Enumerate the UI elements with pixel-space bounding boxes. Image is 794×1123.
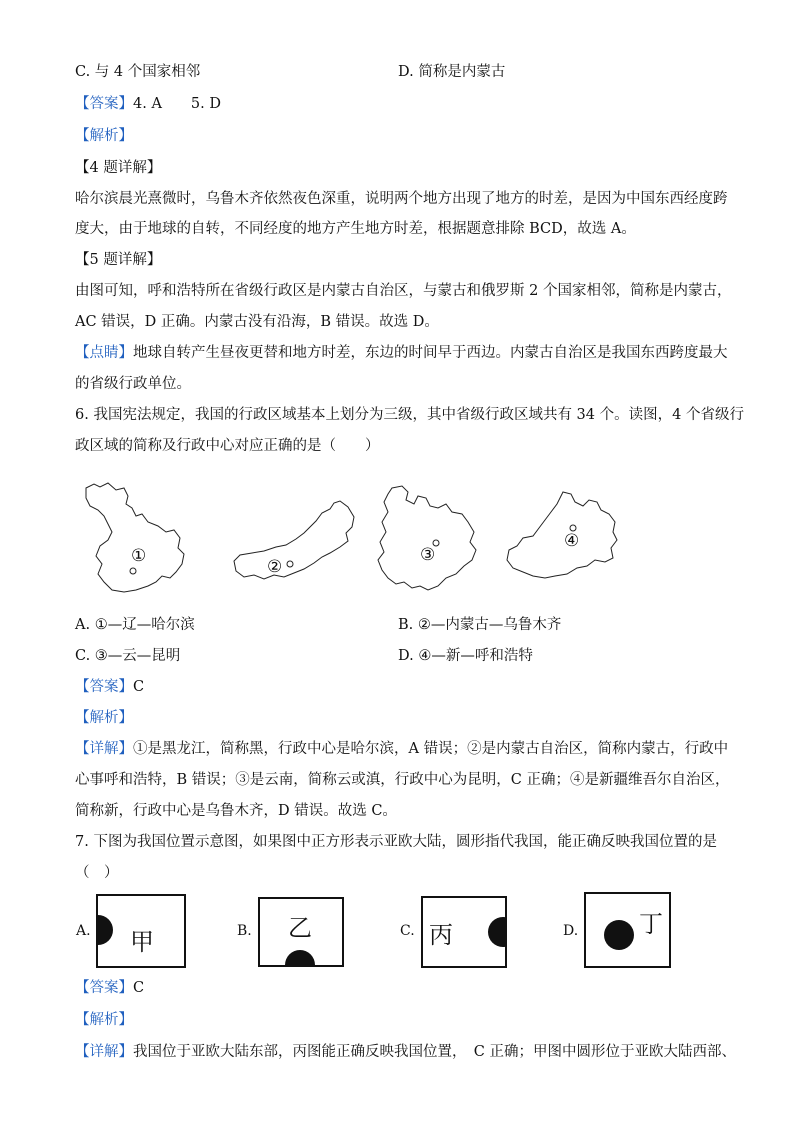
q5-option-c: C. 与 4 个国家相邻 [75, 64, 201, 80]
q6-stem-line1: 6. 我国宪法规定，我国的行政区域基本上划分为三级，其中省级行政区域共有 34 个。读图，4 个省级行 [75, 407, 744, 423]
q6-option-a: A. ①—辽—哈尔滨 [75, 617, 195, 633]
q5-line1: 由图可知，呼和浩特所在省级行政区是内蒙古自治区，与蒙古和俄罗斯 2 个国家相邻，简称是内蒙古， [75, 283, 732, 299]
analysis-label: 【解析】 [75, 128, 133, 144]
q7-option-c-box [421, 896, 507, 968]
q6-option-b: B. ②—内蒙古—乌鲁木齐 [398, 617, 562, 633]
china-circle [604, 920, 634, 950]
q7-option-d-box [584, 892, 671, 968]
q6-answer [75, 677, 144, 697]
q5-heading: 【5 题详解】 [75, 252, 162, 268]
detail-text: 我国位于亚欧大陆东部，丙图能正确反映我国位置， C 正确；甲图中圆形位于亚欧大陆西部、 [133, 1044, 736, 1060]
q5-option-d: D. 简称是内蒙古 [398, 64, 506, 80]
q7-option-c-label: C. [400, 923, 415, 939]
q6-option-c: C. ③—云—昆明 [75, 648, 181, 664]
china-circle [96, 915, 113, 945]
detail-text: ①是黑龙江，简称黑，行政中心是哈尔滨，A 错误；②是内蒙古自治区，简称内蒙古，行政中 [133, 741, 729, 757]
yunnan-map [372, 482, 480, 594]
china-circle [488, 917, 507, 947]
q6-detail-line1 [75, 739, 728, 759]
q7-stem-line2: （ ） [75, 865, 119, 881]
q7-answer [75, 978, 144, 998]
q7-analysis-label: 【解析】 [75, 1012, 133, 1028]
answer-text: C [133, 679, 145, 695]
q7-option-d-label: D. [563, 923, 579, 939]
answer-label: 【答案】 [75, 980, 133, 996]
answer-45 [75, 94, 221, 114]
q7-option-a-char: 甲 [130, 928, 154, 956]
map-label-4: ④ [564, 531, 580, 551]
q7-stem-line1: 7. 下图为我国位置示意图，如果图中正方形表示亚欧大陆，圆形指代我国，能正确反映我国位置的是 [75, 834, 717, 850]
q7-option-d-char: 丁 [639, 910, 663, 938]
q7-option-c-char: 丙 [429, 921, 453, 949]
q6-detail-line2: 心事呼和浩特，B 错误；③是云南，简称云或滇，行政中心为昆明，C 正确；④是新疆维吾尔自治区， [75, 772, 730, 788]
detail-label: 【详解】 [75, 1044, 133, 1060]
china-circle [285, 950, 315, 967]
q6-detail-line3: 简称新，行政中心是乌鲁木齐，D 错误。故选 C。 [75, 803, 397, 819]
heilongjiang-map [78, 478, 190, 596]
detail-label: 【详解】 [75, 741, 133, 757]
map-label-1: ① [131, 546, 147, 566]
answer-label: 【答案】 [75, 96, 133, 112]
tip-text: 地球自转产生昼夜更替和地方时差，东边的时间早于西边。内蒙古自治区是我国东西跨度最大 [133, 345, 728, 361]
q6-option-d: D. ④—新—呼和浩特 [398, 648, 533, 664]
q4-line2: 度大，由于地球的自转，不同经度的地方产生地方时差，根据题意排除 BCD，故选 A。 [75, 221, 636, 237]
q7-option-b-box [258, 897, 344, 967]
answer-text: C [133, 980, 145, 996]
inner-mongolia-map [230, 497, 358, 585]
q7-option-b-char: 乙 [288, 914, 312, 942]
map-label-2: ② [267, 557, 283, 577]
map-label-3: ③ [420, 545, 436, 565]
q7-detail-line1 [75, 1042, 736, 1062]
tip-label: 【点睛】 [75, 345, 133, 361]
tip-line2: 的省级行政单位。 [75, 376, 191, 392]
q7-option-b-label: B. [237, 923, 252, 939]
q6-stem-line2: 政区域的简称及行政中心对应正确的是（ ） [75, 438, 380, 454]
xinjiang-map [503, 488, 619, 584]
tip-line1 [75, 343, 728, 363]
answer-text: 4. A 5. D [133, 96, 221, 112]
q6-analysis-label: 【解析】 [75, 710, 133, 726]
q7-option-a-label: A. [76, 923, 91, 939]
answer-label: 【答案】 [75, 679, 133, 695]
q7-option-a-box [96, 894, 186, 968]
q4-heading: 【4 题详解】 [75, 160, 162, 176]
q5-line2: AC 错误，D 正确。内蒙古没有沿海，B 错误。故选 D。 [75, 314, 439, 330]
q4-line1: 哈尔滨晨光熹微时，乌鲁木齐依然夜色深重，说明两个地方出现了地方的时差，是因为中国东西经度跨 [75, 191, 728, 207]
